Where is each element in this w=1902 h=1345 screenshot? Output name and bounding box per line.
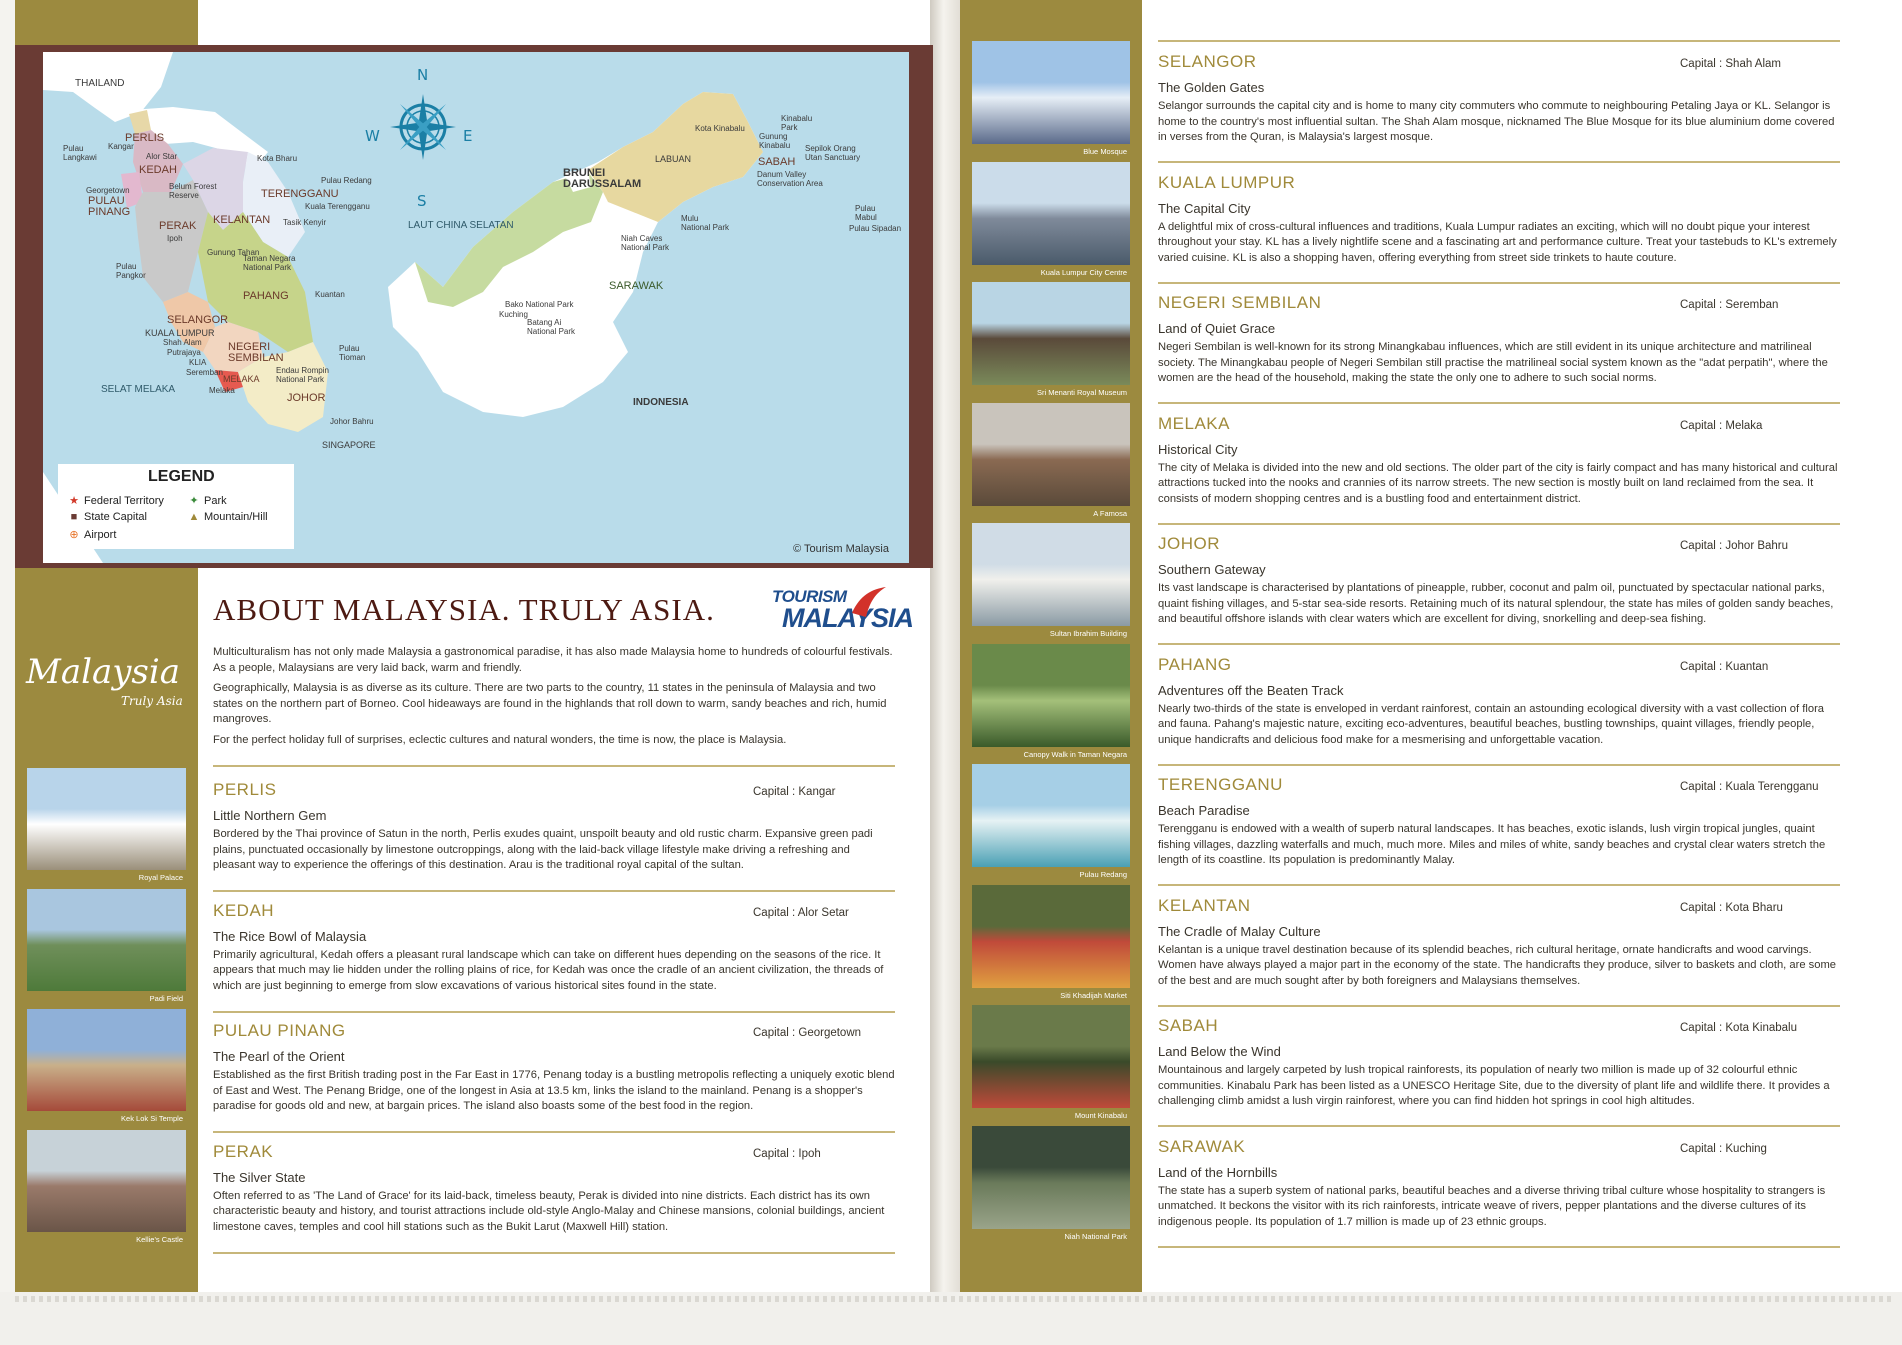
state-section bbox=[1158, 173, 1840, 283]
state-capital: Capital : Georgetown bbox=[753, 1027, 862, 1039]
square-icon: ■ bbox=[70, 511, 78, 523]
photo-caption: Royal Palace bbox=[138, 873, 183, 882]
photo-image bbox=[972, 162, 1130, 265]
map-label: Pulau Tioman bbox=[339, 344, 366, 362]
photo-caption: Kuala Lumpur City Centre bbox=[1040, 267, 1127, 277]
map-label: Endau Rompin National Park bbox=[276, 366, 329, 384]
photo-image bbox=[27, 1009, 186, 1111]
intro-paragraph: For the perfect holiday full of surprises, eclectic cultures and natural wonders, the time is now, the place is Malaysia. bbox=[213, 734, 787, 746]
state-name: SABAH bbox=[1158, 1016, 1219, 1035]
map-label: Kuching bbox=[499, 310, 528, 319]
legend-title: LEGEND bbox=[148, 468, 215, 485]
map-label: Melaka bbox=[209, 386, 235, 395]
legend-item: ★ Federal Territory bbox=[69, 495, 164, 507]
state-tagline: Southern Gateway bbox=[1158, 562, 1266, 577]
map-label: BRUNEI DARUSSALAM bbox=[563, 167, 642, 190]
photo bbox=[27, 889, 186, 1007]
map-label: KELANTAN bbox=[213, 214, 271, 226]
intro-paragraph: Multiculturalism has not only made Malaysia a gastronomical paradise, it has also made Malaysia home to hundreds of colourful festivals. As a people, Malaysians are very laid back, warm and friendly. bbox=[213, 646, 893, 674]
state-description: Nearly two-thirds of the state is enveloped in verdant rainforest, contain an astounding ecological diversity with a vast collection of flora and fauna. Pahang's majestic nature, exciting eco-adventures, beautiful beaches, bustling townships, quaint villages, friendly people, unique handicrafts and delicious food make for a mesmerising and unforgettable vacation. bbox=[1158, 702, 1825, 746]
compass-east: E bbox=[463, 127, 473, 145]
map-label: Pulau Mabul bbox=[855, 204, 877, 222]
map-label: Kuantan bbox=[315, 290, 345, 299]
photo bbox=[27, 768, 186, 886]
map-label: Putrajaya bbox=[167, 348, 201, 357]
map-label: Niah Caves National Park bbox=[621, 234, 670, 252]
section-divider bbox=[1158, 764, 1840, 766]
photo-caption: Padi Field bbox=[149, 993, 183, 1003]
map-label: Kota Bharu bbox=[257, 154, 298, 163]
photo-image bbox=[27, 768, 186, 870]
map-label: THAILAND bbox=[75, 78, 125, 89]
photo bbox=[972, 885, 1130, 1004]
state-capital: Capital : Shah Alam bbox=[1680, 58, 1782, 70]
state-capital: Capital : Johor Bahru bbox=[1680, 540, 1789, 552]
map-label: SELAT MELAKA bbox=[101, 384, 176, 395]
state-tagline: Land of Quiet Grace bbox=[1158, 321, 1276, 336]
map-label: Gunung Tahan bbox=[207, 248, 260, 257]
photo-image bbox=[972, 885, 1130, 988]
map-label: PULAU PINANG bbox=[88, 195, 131, 218]
state-name: SELANGOR bbox=[1158, 52, 1257, 71]
photo-caption: Kellie's Castle bbox=[136, 1234, 183, 1244]
photo bbox=[972, 41, 1130, 160]
map-label: Bako National Park bbox=[505, 300, 574, 309]
section-divider bbox=[213, 765, 895, 767]
section-divider bbox=[1158, 161, 1840, 163]
section-divider bbox=[1158, 523, 1840, 525]
compass-west: W bbox=[365, 127, 380, 145]
map-label: PERAK bbox=[159, 220, 197, 232]
legend-item: ■ State Capital bbox=[68, 511, 147, 523]
photo bbox=[27, 1009, 186, 1127]
map-label: MELAKA bbox=[223, 374, 260, 384]
map-label: Pulau Langkawi bbox=[63, 144, 97, 162]
photo bbox=[972, 403, 1130, 522]
state-name: KUALA LUMPUR bbox=[1158, 172, 1296, 192]
park-icon: ✦ bbox=[189, 495, 199, 507]
map-label: TERENGGANU bbox=[261, 188, 339, 200]
compass-south: S bbox=[417, 192, 427, 210]
map-label: KLIA bbox=[189, 358, 207, 367]
state-tagline: The Cradle of Malay Culture bbox=[1158, 923, 1321, 939]
state-section bbox=[1158, 293, 1840, 403]
map-label: SELANGOR bbox=[167, 314, 229, 326]
page-gutter bbox=[930, 0, 960, 1292]
state-section bbox=[1158, 896, 1840, 1006]
state-name: KELANTAN bbox=[1158, 895, 1251, 915]
map-label: Kangar bbox=[108, 142, 134, 151]
photo-image bbox=[27, 1130, 186, 1232]
star-icon: ★ bbox=[69, 495, 79, 507]
state-description: A delightful mix of cross-cultural influences and traditions, Kuala Lumpur radiates an exciting, which will no doubt pique your interest throughout your stay. KL has a lively nightlife scene and a fascinating art and performance culture. Treat your tastebuds to KL's extremely varied cuisine. KL is also a shopping haven, offering everything from street side trinkets to haute couture. bbox=[1158, 220, 1837, 264]
photo-image bbox=[972, 523, 1130, 626]
state-section bbox=[213, 1021, 895, 1131]
photo-caption: Sri Menanti Royal Museum bbox=[1036, 388, 1127, 397]
map-label: Pulau Redang bbox=[321, 176, 372, 185]
state-section bbox=[213, 901, 895, 1011]
state-section bbox=[1158, 775, 1840, 885]
map-label: INDONESIA bbox=[633, 397, 689, 408]
map-label: PERLIS bbox=[125, 132, 165, 144]
legend-item: ▲ Mountain/Hill bbox=[188, 511, 268, 523]
map-label: Pulau Sipadan bbox=[849, 224, 902, 233]
section-divider bbox=[1158, 643, 1840, 645]
map-label: Shah Alam bbox=[163, 338, 202, 347]
state-name: TERENGGANU bbox=[1158, 775, 1283, 794]
state-section bbox=[213, 780, 895, 890]
photo-caption: Kek Lok Si Temple bbox=[121, 1114, 183, 1123]
photo bbox=[972, 162, 1130, 281]
map-label: Pulau Pangkor bbox=[116, 262, 146, 280]
state-capital: Capital : Kuching bbox=[1680, 1142, 1767, 1155]
map-label: Batang Ai National Park bbox=[527, 318, 576, 336]
state-name: PERAK bbox=[213, 1141, 274, 1161]
state-tagline: The Golden Gates bbox=[1158, 80, 1265, 95]
scan-bottom-edge bbox=[0, 1292, 1902, 1345]
section-divider bbox=[1158, 884, 1840, 886]
map-legend bbox=[58, 464, 294, 549]
section-divider bbox=[1158, 1005, 1840, 1007]
photo bbox=[972, 282, 1130, 401]
state-tagline: Adventures off the Beaten Track bbox=[1158, 682, 1344, 698]
map-label: LAUT CHINA SELATAN bbox=[408, 220, 514, 231]
map-label: Tasik Kenyir bbox=[283, 218, 327, 227]
map-label: KUALA LUMPUR bbox=[145, 328, 215, 338]
photo-caption: Canopy Walk in Taman Negara bbox=[1023, 749, 1127, 759]
state-description: Terengganu is endowed with a wealth of superb natural landscapes. It has beaches, exotic islands, lush virgin tropical jungles, quaint fishing villages, dazzling waterfalls and much, much more. Miles and miles of white, sandy beaches and crystal clear waters stretch the length of its coastline. Its population is predominantly Malay. bbox=[1158, 823, 1826, 866]
state-tagline: Historical City bbox=[1158, 441, 1238, 457]
section-divider bbox=[1158, 1246, 1840, 1248]
state-name: SARAWAK bbox=[1158, 1136, 1246, 1156]
state-section bbox=[1158, 414, 1840, 524]
map-label: Kinabalu Park bbox=[781, 114, 813, 132]
map-label: Georgetown bbox=[86, 186, 130, 195]
map-label: Kuala Terengganu bbox=[305, 202, 370, 211]
section-divider bbox=[213, 1252, 895, 1254]
photo bbox=[972, 644, 1130, 763]
photo-caption: Sultan Ibrahim Building bbox=[1049, 629, 1127, 638]
photo-image bbox=[972, 1005, 1130, 1108]
map-label: NEGERI SEMBILAN bbox=[228, 341, 284, 364]
section-divider bbox=[1158, 40, 1840, 42]
map-credit: © Tourism Malaysia bbox=[793, 543, 889, 555]
map-label: Alor Star bbox=[146, 152, 178, 161]
map-label: Seremban bbox=[186, 368, 223, 377]
photo-caption: Niah National Park bbox=[1064, 1231, 1127, 1241]
state-tagline: Land of the Hornbills bbox=[1158, 1164, 1278, 1180]
state-description: Often referred to as 'The Land of Grace' for its laid-back, timeless beauty, Perak is divided into nine districts. Each district has its own characteristic beauty and history, and tourist attractions include old-style Anglo-Malay and Chinese mansions, colonial buildings, ancient limestone caves, temples and cool hill stations such as the Bukit Larut (Maxwell Hill) station. bbox=[213, 1189, 885, 1233]
state-description: Negeri Sembilan is well-known for its strong Minangkabau influences, which are still evident in its unique architecture and matrilineal society. The Minangkabau people of Negeri Sembilan still practise the matrilineal social system known as the "adat perpatih", where the women are the head of the household, making the state the only one to adhere to such social norms. bbox=[1158, 341, 1828, 384]
page-title: ABOUT MALAYSIA. TRULY ASIA. bbox=[213, 592, 715, 627]
logo-swoosh-icon bbox=[850, 583, 890, 623]
photo bbox=[972, 764, 1130, 883]
section-divider bbox=[213, 1131, 895, 1133]
legend-item: ✦ Park bbox=[189, 495, 227, 507]
state-tagline: The Rice Bowl of Malaysia bbox=[213, 928, 367, 944]
photo-image bbox=[972, 644, 1130, 747]
map-label: PAHANG bbox=[243, 290, 289, 302]
photo bbox=[972, 1005, 1130, 1124]
photo-caption: A Famosa bbox=[1093, 508, 1127, 518]
state-section bbox=[1158, 52, 1840, 162]
state-capital: Capital : Kangar bbox=[753, 786, 836, 798]
photo-caption: Pulau Redang bbox=[1079, 870, 1127, 879]
map-label: SABAH bbox=[758, 156, 796, 168]
map-label: SARAWAK bbox=[609, 280, 664, 292]
state-description: Established as the first British trading post in the Far East in 1776, Penang today is a bustling metropolis reflecting a uniquely exotic blend of East and West. The Penang Bridge, one of the longest in Asia at 13.5 km, links the island to the mainland. Penang is a shopper's paradise for goods old and new, at bargain prices. The island also boasts some of the best food in the region. bbox=[213, 1069, 895, 1112]
state-section bbox=[213, 1142, 895, 1252]
state-capital: Capital : Alor Setar bbox=[753, 906, 849, 919]
photo-image bbox=[972, 41, 1130, 144]
section-divider bbox=[213, 890, 895, 892]
state-name: JOHOR bbox=[1158, 534, 1220, 553]
map-label: Danum Valley Conservation Area bbox=[757, 170, 823, 188]
map-label: LABUAN bbox=[655, 154, 692, 164]
state-section bbox=[1158, 1137, 1840, 1247]
map-label: KEDAH bbox=[139, 164, 177, 176]
state-capital: Capital : Kota Kinabalu bbox=[1680, 1022, 1797, 1034]
map-label: SINGAPORE bbox=[322, 440, 376, 450]
state-section bbox=[1158, 1016, 1840, 1126]
airport-icon: ⊕ bbox=[69, 529, 79, 541]
state-tagline: Land Below the Wind bbox=[1158, 1044, 1281, 1059]
map-label: Belum Forest Reserve bbox=[169, 182, 217, 200]
legend-item: ⊕ Airport bbox=[69, 529, 117, 541]
photo-caption: Blue Mosque bbox=[1083, 147, 1127, 156]
state-tagline: The Pearl of the Orient bbox=[213, 1049, 345, 1064]
photo-image bbox=[972, 282, 1130, 385]
state-capital: Capital : Kuantan bbox=[1680, 660, 1769, 673]
state-capital: Capital : Seremban bbox=[1680, 299, 1779, 311]
photo bbox=[972, 523, 1130, 642]
state-description: Its vast landscape is characterised by plantations of pineapple, rubber, coconut and palm oil, punctuated by spectacular national parks, quaint fishing villages, and 5-star sea-side resorts. Retaining much of its natural splendour, the state has miles of golden sandy beaches, and beautiful offshore islands with clear waters which are excellent for diving, snorkelling and deep-sea fishing. bbox=[1158, 582, 1834, 625]
map-label: Taman Negara National Park bbox=[243, 254, 296, 272]
tourism-malaysia-logo: TOURISM MALAYSIA bbox=[768, 583, 898, 639]
state-description: Mountainous and largely carpeted by lush tropical rainforests, its population of nearly two million is made up of 32 colourful ethnic communities. Kinabalu Park has been listed as a UNESCO Heritage Site, due to the diversity of plant life and wildlife there. It provides a challenging climb amidst a lush virgin rainforest, where you can find hidden hot springs in cool high altitudes. bbox=[1158, 1064, 1830, 1107]
malaysia-truly-asia-logo: Malaysia Truly Asia bbox=[26, 652, 183, 708]
photo-caption: Mount Kinabalu bbox=[1074, 1111, 1127, 1120]
left-top-band bbox=[15, 0, 198, 45]
malaysia-map bbox=[43, 52, 909, 563]
state-capital: Capital : Kuala Terengganu bbox=[1680, 781, 1819, 793]
state-name: PERLIS bbox=[213, 780, 277, 799]
state-capital: Capital : Ipoh bbox=[753, 1147, 821, 1160]
photo-caption: Siti Khadijah Market bbox=[1060, 990, 1127, 1000]
photo-image bbox=[972, 403, 1130, 506]
section-divider bbox=[1158, 1125, 1840, 1127]
map-label: Ipoh bbox=[167, 234, 183, 243]
map-label: Mulu National Park bbox=[681, 214, 730, 232]
photo-image bbox=[27, 889, 186, 991]
section-divider bbox=[1158, 282, 1840, 284]
photo-image bbox=[972, 764, 1130, 867]
state-tagline: Little Northern Gem bbox=[213, 808, 327, 823]
map-label: JOHOR bbox=[287, 392, 326, 404]
state-name: MELAKA bbox=[1158, 413, 1230, 433]
state-description: Selangor surrounds the capital city and is home to many city commuters who commute to neighbouring Petaling Jaya or KL. Selangor is home to the country's most influential sultan. The Shah Alam mosque, nicknamed The Blue Mosque for its blue aluminium dome covered in verses from the Quran, is Malaysia's largest mosque. bbox=[1158, 100, 1835, 143]
state-name: NEGERI SEMBILAN bbox=[1158, 293, 1322, 312]
state-description: Primarily agricultural, Kedah offers a pleasant rural landscape which can take on different hues depending on the seasons of the rice. It appears that much may lie hidden under the rolling plains of rice, for Kedah was once the cradle of an ancient civilization, the threads of which are just beginning to emerge from slow excavations of various historical sites found in the state. bbox=[213, 948, 884, 992]
compass-north: N bbox=[417, 66, 429, 84]
state-description: Bordered by the Thai province of Satun in the north, Perlis exudes quaint, unspoilt beauty and old rustic charm. Expansive green padi plains, punctuated occasionally by limestone outcroppings, along with the laid-back village lifestyle make driving a refreshing and pleasant way to experience the offerings of this destination. Arau is the traditional royal capital of the sultan. bbox=[213, 828, 873, 871]
state-description: Kelantan is a unique travel destination because of its splendid beaches, rich cultural heritage, ornate handicrafts and wood carvings. Women have always played a major part in the economy of the state. The handicrafts they produce, silver to baskets and cloth, are some of the best and are much sought after by both foreigners and Malaysians themselves. bbox=[1158, 943, 1837, 987]
mountain-icon: ▲ bbox=[188, 511, 200, 523]
state-name: KEDAH bbox=[213, 900, 275, 920]
state-tagline: The Capital City bbox=[1158, 200, 1251, 216]
state-tagline: The Silver State bbox=[213, 1169, 306, 1185]
state-name: PAHANG bbox=[1158, 654, 1232, 674]
section-divider bbox=[213, 1011, 895, 1013]
state-name: PULAU PINANG bbox=[213, 1021, 346, 1040]
photo-image bbox=[972, 1126, 1130, 1229]
photo bbox=[972, 1126, 1130, 1245]
state-section bbox=[1158, 655, 1840, 765]
map-label: Kota Kinabalu bbox=[695, 124, 745, 133]
compass-rose-icon bbox=[388, 92, 458, 162]
state-tagline: Beach Paradise bbox=[1158, 803, 1250, 818]
map-label: Sepilok Orang Utan Sanctuary bbox=[805, 144, 861, 162]
map-label: Johor Bahru bbox=[330, 417, 374, 426]
section-divider bbox=[1158, 402, 1840, 404]
map-label: Gunung Kinabalu bbox=[759, 132, 791, 150]
state-description: The state has a superb system of national parks, beautiful beaches and a diverse thriving tribal culture whose hospitality to strangers is unmatched. It beckons the visitor with its rich rainforests, intricate weave of rivers, pepper plantations and the diverse cultures of its indigenous people. Its population of 1.7 million is made up of 23 ethnic groups. bbox=[1158, 1184, 1826, 1228]
state-section bbox=[1158, 534, 1840, 644]
state-capital: Capital : Melaka bbox=[1680, 419, 1763, 432]
state-capital: Capital : Kota Bharu bbox=[1680, 901, 1783, 914]
state-description: The city of Melaka is divided into the new and old sections. The older part of the city is fairly compact and has many historical and cultural attractions tucked into the nooks and crannies of its narrow streets. The new section is mostly built on land reclaimed from the sea. It consists of modern shopping centres and is a bustling food and entertainment district. bbox=[1158, 461, 1838, 505]
intro-paragraph: Geographically, Malaysia is as diverse as its culture. There are two parts to the country, 11 states in the peninsula of Malaysia and two states on the northern part of Borneo. Cool hideaways are found in the highlands that roll down to warm, sandy beaches and rich, humid mangroves. bbox=[213, 682, 887, 725]
photo bbox=[27, 1130, 186, 1248]
